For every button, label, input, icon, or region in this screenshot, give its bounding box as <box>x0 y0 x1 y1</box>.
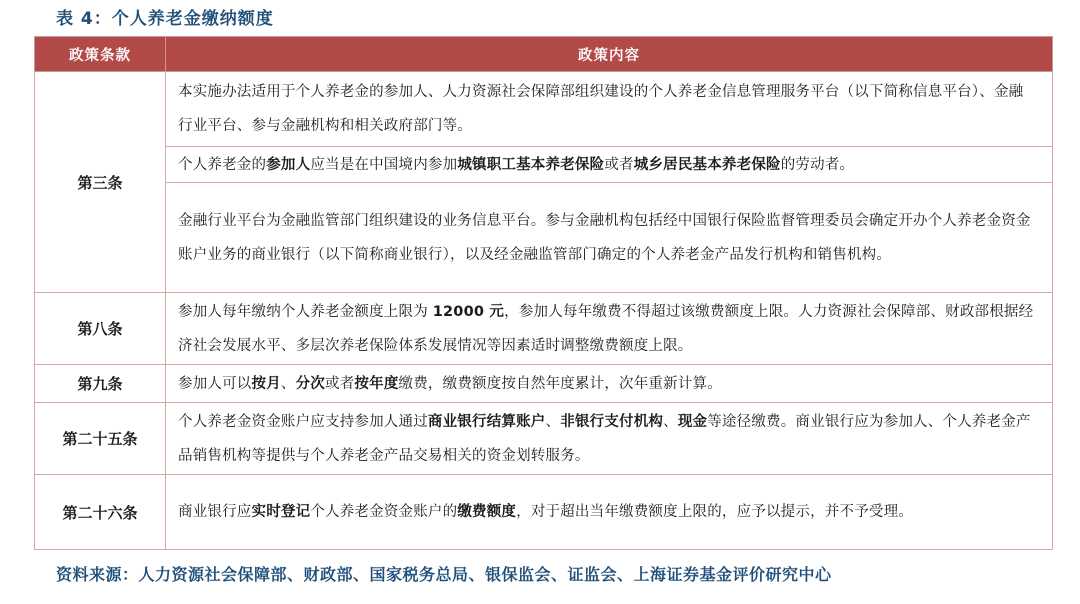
emphasis-text: 12000 元 <box>432 303 505 320</box>
content-text: 参加人每年缴纳个人养老金额度上限为 <box>178 303 433 320</box>
content-text: 、 <box>663 413 678 430</box>
content-cell <box>166 293 1053 365</box>
table-header-row <box>35 37 1053 72</box>
policy-table <box>34 36 1053 550</box>
content-text: 个人养老金的 <box>178 156 267 173</box>
content-text: 个人养老金资金账户应支持参加人通过 <box>178 413 428 430</box>
content-text: 金融行业平台为金融监管部门组织建设的业务信息平台。参与金融机构包括经中国银行保险监督管理委员会确定开办个人养老金资金账户业务的商业银行（以下简称商业银行），以及经金融监管部门确定的个人养老金产品发行机构和销售机构。 <box>178 212 1031 263</box>
emphasis-text: 分次 <box>295 375 326 392</box>
content-text: 或者 <box>604 156 634 173</box>
clause-cell: 第三条 <box>35 72 166 293</box>
emphasis-text: 现金 <box>677 413 708 430</box>
table-row <box>35 403 1053 475</box>
table-row <box>35 293 1053 365</box>
content-text: 的劳动者。 <box>780 156 855 173</box>
content-text: 应当是在中国境内参加 <box>310 156 458 173</box>
table-row <box>35 183 1053 293</box>
table-title: 表 4：个人养老金缴纳额度 <box>56 9 274 29</box>
table-row <box>35 475 1053 550</box>
clause-cell: 第二十六条 <box>35 475 166 550</box>
content-cell <box>166 147 1053 183</box>
content-text: 商业银行应 <box>178 504 252 520</box>
table-row <box>35 147 1053 183</box>
content-text: 缴费，缴费额度按自然年度累计，次年重新计算。 <box>398 375 722 392</box>
content-text: ，参加人每年缴费不得超过该缴费额度上限。人力资源社会保障部、财政部根据经济社会发展水平、多层次养老保险体系发展情况等因素适时调整缴费额度上限。 <box>178 303 1034 354</box>
content-cell <box>166 72 1053 147</box>
content-text: 参加人可以 <box>178 375 252 392</box>
content-text: 个人养老金资金账户的 <box>310 504 458 520</box>
table-row <box>35 72 1053 147</box>
emphasis-text: 城镇职工基本养老保险 <box>457 156 605 173</box>
content-text: ，对于超出当年缴费额度上限的，应予以提示，并不予受理。 <box>516 504 914 520</box>
content-cell <box>166 183 1053 293</box>
emphasis-text: 非银行支付机构 <box>560 413 664 430</box>
clause-cell: 第二十五条 <box>35 403 166 475</box>
content-text: 本实施办法适用于个人养老金的参加人、人力资源社会保障部组织建设的个人养老金信息管理服务平台（以下简称信息平台）、金融行业平台、参与金融机构和相关政府部门等。 <box>178 84 1024 134</box>
table-row <box>35 365 1053 403</box>
content-cell <box>166 475 1053 550</box>
emphasis-text: 城乡居民基本养老保险 <box>633 156 781 173</box>
content-text: 等途径缴费。商业银行应为参加人、个人养老金产品销售机构等提供与个人养老金产品交易相关的资金划转服务。 <box>178 413 1031 464</box>
emphasis-text: 实时登记 <box>251 504 311 520</box>
content-text: 、 <box>545 413 561 430</box>
emphasis-text: 缴费额度 <box>457 504 517 520</box>
emphasis-text: 按年度 <box>354 375 399 392</box>
content-text: 或者 <box>325 375 355 392</box>
content-cell <box>166 365 1053 403</box>
header-policy-clause: 政策条款 <box>35 37 166 72</box>
content-cell <box>166 403 1053 475</box>
header-policy-content: 政策内容 <box>166 37 1053 72</box>
clause-cell: 第八条 <box>35 293 166 365</box>
source-note: 资料来源：人力资源社会保障部、财政部、国家税务总局、银保监会、证监会、上海证券基金评价研究中心 <box>56 565 832 584</box>
emphasis-text: 参加人 <box>266 156 311 173</box>
clause-cell: 第九条 <box>35 365 166 403</box>
emphasis-text: 商业银行结算账户 <box>427 413 546 430</box>
content-text: 、 <box>280 375 296 392</box>
emphasis-text: 按月 <box>251 375 281 392</box>
